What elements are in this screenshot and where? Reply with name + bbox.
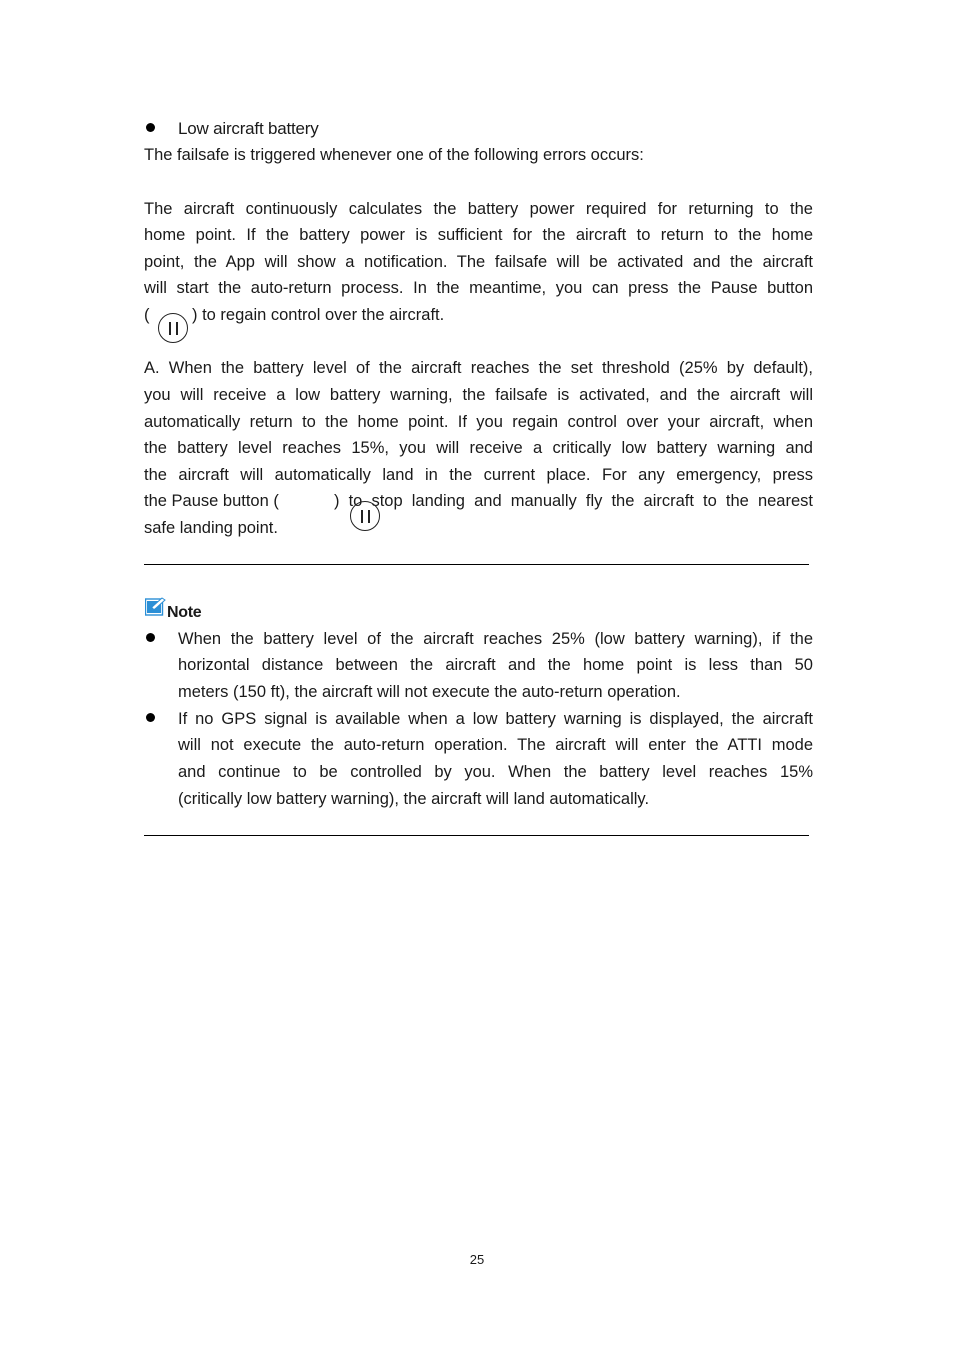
note-pencil-icon bbox=[145, 597, 167, 617]
para1-line-2: home point. If the battery power is sufficient for the aircraft to return to the home bbox=[144, 226, 813, 244]
para2-line-4: the battery level reaches 15%, you will receive a critically low battery warning and bbox=[144, 439, 813, 457]
divider bbox=[144, 564, 809, 565]
para2-line-3: automatically return to the home point. If you regain control over your aircraft, when bbox=[144, 413, 813, 431]
para1-line-5a: ( bbox=[144, 306, 150, 324]
bullet-icon bbox=[146, 633, 155, 642]
para2-line-2: you will receive a low battery warning, the failsafe is activated, and the aircraft will bbox=[144, 386, 813, 404]
pause-icon bbox=[350, 501, 380, 531]
para1-line-5b: ) to regain control over the aircraft. bbox=[192, 306, 445, 324]
bullet-icon bbox=[146, 713, 155, 722]
para1-line-4: will start the auto-return process. In the meantime, you can press the Pause button bbox=[144, 279, 813, 297]
pause-icon bbox=[158, 313, 188, 343]
para2-line-1: A. When the battery level of the aircraft reaches the set threshold (25% by default), bbox=[144, 359, 813, 377]
note-item-2-line-2: will not execute the auto-return operation. The aircraft will enter the ATTI mode bbox=[178, 736, 813, 754]
bullet-icon bbox=[146, 123, 155, 132]
note-item-1-line-1: When the battery level of the aircraft reaches 25% (low battery warning), if the bbox=[178, 630, 813, 648]
para1-line-3: point, the App will show a notification. The failsafe will be activated and the aircraft bbox=[144, 253, 813, 271]
para2-line-7: safe landing point. bbox=[144, 519, 278, 537]
section-intro: The failsafe is triggered whenever one of the following errors occurs: bbox=[144, 146, 644, 164]
note-item-1-line-2: horizontal distance between the aircraft and the home point is less than 50 bbox=[178, 656, 813, 674]
divider bbox=[144, 835, 809, 836]
note-item-1-line-3: meters (150 ft), the aircraft will not execute the auto-return operation. bbox=[178, 683, 681, 701]
para2-line-6b: ) to stop landing and manually fly the aircraft to the nearest bbox=[334, 492, 813, 510]
para2-line-6a: the Pause button ( bbox=[144, 492, 279, 510]
note-item-2-line-4: (critically low battery warning), the aircraft will land automatically. bbox=[178, 790, 650, 808]
note-title: Note bbox=[167, 604, 202, 621]
para2-line-5: the aircraft will automatically land in the current place. For any emergency, press bbox=[144, 466, 813, 484]
section-title: Low aircraft battery bbox=[178, 119, 319, 138]
para1-line-1: The aircraft continuously calculates the battery power required for returning to the bbox=[144, 200, 813, 218]
page-number: 25 bbox=[469, 1252, 485, 1267]
note-item-2-line-1: If no GPS signal is available when a low battery warning is displayed, the aircraft bbox=[178, 710, 813, 728]
note-item-2-line-3: and continue to be controlled by you. When the battery level reaches 15% bbox=[178, 763, 813, 781]
